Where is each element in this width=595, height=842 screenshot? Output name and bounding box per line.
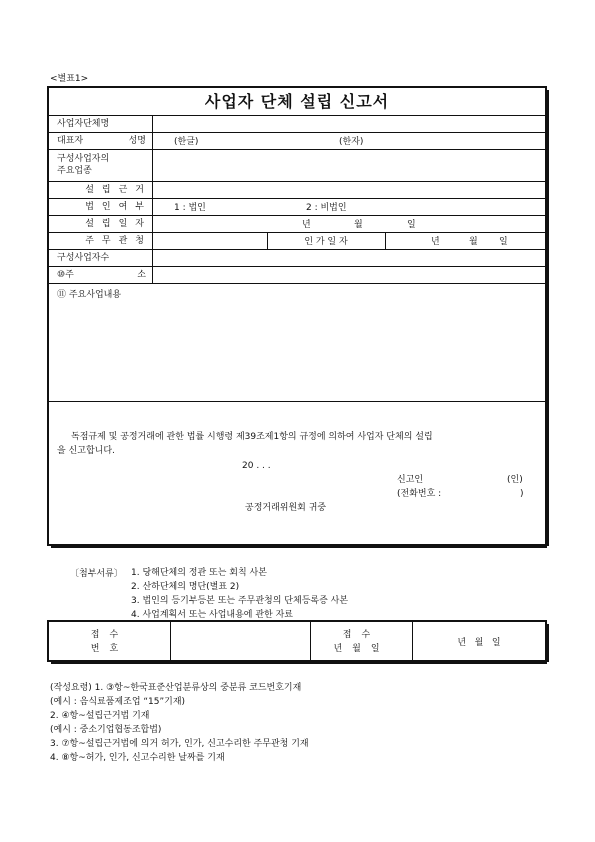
rep-hanja: (한자) <box>339 137 364 147</box>
corp-option-2: 2 : 비법인 <box>306 203 347 213</box>
label-rep: 대표자 <box>57 135 84 146</box>
annex-label: <별표1> <box>50 74 89 84</box>
receipt-shadow-right <box>546 624 549 662</box>
est-month: 월 <box>354 220 363 230</box>
label-members-2: 주요업종 <box>57 166 92 176</box>
field-member-count[interactable] <box>155 249 545 266</box>
note-line: 4. ⑧항~허가, 인가, 신고수리한 날짜를 기재 <box>50 753 225 763</box>
row-basis <box>49 181 545 199</box>
label-basis: 설립근거 <box>49 181 153 198</box>
note-line: (작성요령) 1. ③항~한국표준산업분류상의 중분류 코드번호기재 <box>50 683 302 693</box>
row-members-industry <box>49 149 545 182</box>
reporter-label: 신고인 <box>397 475 424 485</box>
attachment-item: 1. 당해단체의 정관 또는 회칙 사본 <box>131 568 267 578</box>
authority-divider-2 <box>385 232 386 249</box>
row-org-name <box>49 115 545 133</box>
receipt-number-bottom: 번호 <box>90 644 129 654</box>
field-org-name[interactable] <box>155 115 545 132</box>
est-day: 일 <box>407 220 416 230</box>
row-est-date <box>49 215 545 233</box>
label-est-date: 설립일자 <box>49 215 153 232</box>
receipt-date-label <box>311 622 413 660</box>
row-main-business <box>49 283 545 402</box>
receipt-number-top: 접수 <box>90 630 129 640</box>
label-rep-name: 성명 <box>128 135 146 146</box>
receipt-table <box>47 620 547 662</box>
label-org-name: 사업자단체명 <box>49 115 153 132</box>
field-members-industry[interactable] <box>155 149 545 181</box>
date-line: 20 . . . <box>242 461 271 471</box>
attachments-label: 〔첨부서류〕 <box>70 569 123 579</box>
phone-label: (전화번호 : <box>397 489 442 499</box>
note-line: (예시 : 중소기업협동조합법) <box>50 725 162 735</box>
est-year: 년 <box>302 220 311 230</box>
corp-option-1: 1 : 법인 <box>174 203 206 213</box>
receipt-number-field[interactable] <box>171 622 311 660</box>
seal-mark: (인) <box>507 475 523 485</box>
label-authority: 주무관청 <box>49 232 153 249</box>
attachment-item: 4. 사업계획서 또는 사업내용에 관한 자료 <box>131 610 293 620</box>
label-main-business: ⑪ 주요사업내용 <box>57 290 122 300</box>
label-members-1: 구성사업자의 <box>57 154 110 164</box>
form-title: 사업자 단체 설립 신고서 <box>49 88 545 116</box>
receipt-shadow-bottom <box>51 661 547 664</box>
row-representative <box>49 132 545 150</box>
statement <box>57 430 541 458</box>
permit-year: 년 <box>431 237 440 247</box>
label-address <box>49 266 153 283</box>
note-line: 3. ⑦항~설립근거법에 의거 허가, 인가, 신고수리한 주무관청 기재 <box>50 739 309 749</box>
row-member-count <box>49 249 545 267</box>
label-address-1: ⑩주 <box>57 269 74 280</box>
writing-notes <box>50 681 309 765</box>
form-shadow-bottom <box>51 545 547 548</box>
field-basis[interactable] <box>155 181 545 198</box>
phone-close: ) <box>520 489 524 499</box>
label-member-count: 구성사업자수 <box>49 249 153 266</box>
attachment-item: 2. 산하단체의 명단(별표 2) <box>131 582 240 592</box>
receipt-date-bottom: 년월일 <box>333 644 390 654</box>
label-corporation: 법인여부 <box>49 198 153 215</box>
permit-month: 월 <box>469 237 478 247</box>
report-form <box>47 86 547 546</box>
field-address[interactable] <box>155 266 545 283</box>
label-members-industry <box>49 149 153 181</box>
receipt-number-label <box>49 622 171 660</box>
recipient: 공정거래위원회 귀중 <box>245 503 327 513</box>
label-representative <box>49 132 153 149</box>
row-corporation <box>49 198 545 216</box>
note-line: 2. ④항~설립근거법 기재 <box>50 711 150 721</box>
label-permit-date: 인 가 일 자 <box>304 237 348 247</box>
row-address <box>49 266 545 284</box>
attachments-list <box>131 566 348 622</box>
attachment-item: 3. 법인의 등기부등본 또는 주무관청의 단체등록증 사본 <box>131 596 349 606</box>
statement-line-1: 독점규제 및 공정거래에 관한 법률 시행령 제39조제1항의 규정에 의하여 사업자 단체의 설립 <box>71 432 433 442</box>
statement-line-2: 을 신고합니다. <box>57 446 115 456</box>
receipt-date-top: 접수 <box>342 630 381 640</box>
row-authority <box>49 232 545 250</box>
note-line: (예시 : 음식료품제조업 “15”기재) <box>50 697 186 707</box>
label-address-2: 소 <box>137 269 146 280</box>
rep-hangul: (한글) <box>174 137 199 147</box>
permit-day: 일 <box>499 237 508 247</box>
receipt-date-value: 년 월 일 <box>457 637 501 648</box>
form-shadow-right <box>546 90 549 546</box>
